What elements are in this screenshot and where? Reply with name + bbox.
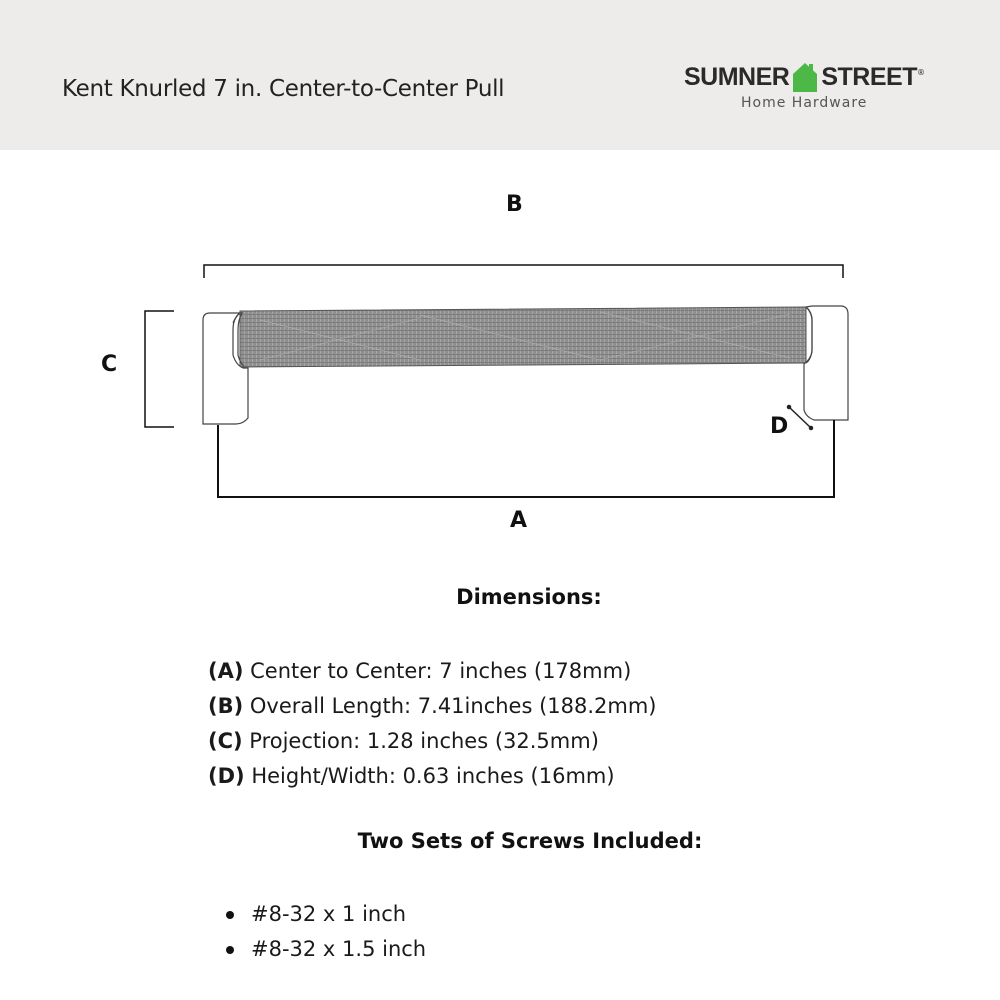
dimension-line-a <box>218 425 834 497</box>
label-b: B <box>506 192 523 217</box>
label-d: D <box>770 414 789 439</box>
pull-drawing <box>0 150 1000 570</box>
dimension-text: Center to Center: 7 inches (178mm) <box>243 659 632 683</box>
house-icon <box>792 62 818 92</box>
screw-item <box>226 932 426 967</box>
knurled-bar <box>240 307 806 367</box>
brand-logo <box>684 62 954 118</box>
screw-item <box>226 897 426 932</box>
dimensions-heading: Dimensions: <box>456 585 602 609</box>
logo-word-left: SUMNER <box>684 63 790 91</box>
screws-list <box>226 897 426 967</box>
dimension-text: Overall Length: 7.41inches (188.2mm) <box>243 694 657 718</box>
product-title: Kent Knurled 7 in. Center-to-Center Pull <box>62 76 505 102</box>
dimension-key: (D) <box>208 764 245 788</box>
dimension-row-b <box>208 689 657 724</box>
screw-text: #8-32 x 1.5 inch <box>251 937 427 961</box>
logo-subtitle: Home Hardware <box>741 95 868 111</box>
bullet-icon <box>226 911 234 919</box>
screws-heading: Two Sets of Screws Included: <box>357 829 703 853</box>
dimension-key: (B) <box>208 694 244 718</box>
dimension-text: Height/Width: 0.63 inches (16mm) <box>244 764 615 788</box>
header-banner <box>0 0 1000 150</box>
dimension-key: (A) <box>208 659 244 683</box>
dimension-line-c <box>145 311 174 427</box>
dimensions-list <box>208 654 657 794</box>
dimension-row-d <box>208 759 657 794</box>
dimension-line-b <box>204 265 843 278</box>
dimension-row-a <box>208 654 657 689</box>
right-post <box>804 306 848 420</box>
logo-word-right: STREET <box>821 63 917 91</box>
label-c: C <box>101 352 118 377</box>
bullet-icon <box>226 946 234 954</box>
dimension-key: (C) <box>208 729 243 753</box>
registered-mark: ® <box>916 68 925 77</box>
screw-text: #8-32 x 1 inch <box>251 902 407 926</box>
pull-dimension-diagram <box>0 150 1000 570</box>
dimension-row-c <box>208 724 657 759</box>
label-a: A <box>510 508 528 533</box>
dimension-text: Projection: 1.28 inches (32.5mm) <box>242 729 599 753</box>
